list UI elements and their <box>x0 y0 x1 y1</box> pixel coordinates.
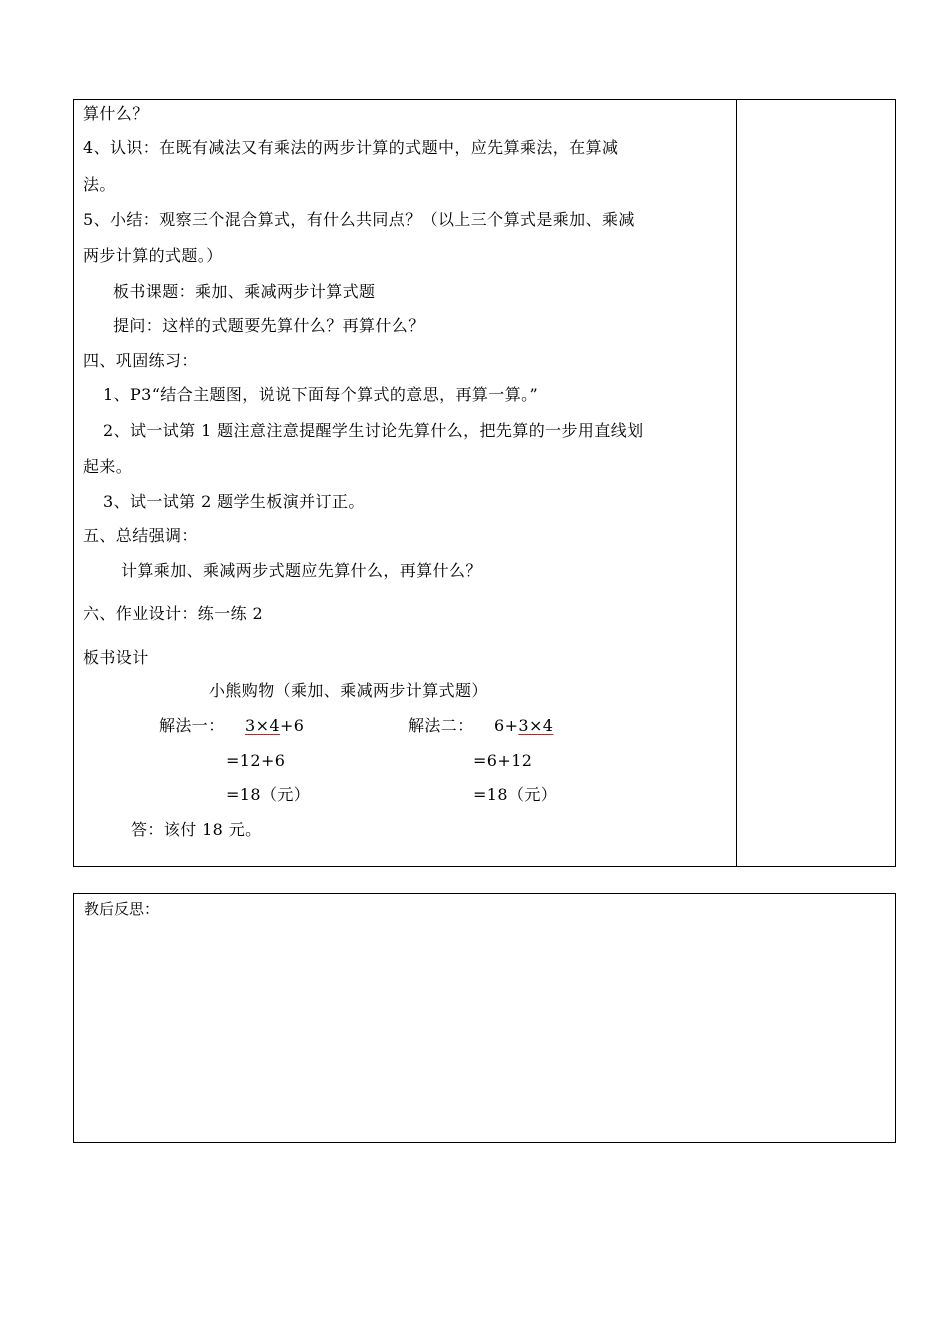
method2-underlined: 3×4 <box>518 716 554 735</box>
text-line: 起来。 <box>83 457 133 476</box>
method1-expression <box>245 715 304 737</box>
text-line: 两步计算的式题。） <box>83 246 223 265</box>
reflection-label: 教后反思： <box>84 900 160 918</box>
text-line: 3、试一试第 2 题学生板演并订正。 <box>103 492 365 511</box>
text-line: 计算乘加、乘减两步式题应先算什么，再算什么？ <box>121 561 482 580</box>
method2-expression <box>494 715 553 737</box>
method1-step2: =18（元） <box>226 785 311 804</box>
method1-step1: =12+6 <box>226 751 286 770</box>
text-line: 2、试一试第 1 题注意注意提醒学生讨论先算什么，把先算的一步用直线划 <box>103 421 644 440</box>
column-divider <box>736 100 737 866</box>
board-title: 小熊购物（乘加、乘减两步计算式题） <box>209 681 488 700</box>
section-heading: 五、总结强调： <box>83 526 198 545</box>
method1-label: 解法一： <box>159 716 225 735</box>
method2-label: 解法二： <box>408 716 474 735</box>
method1-rest: +6 <box>279 716 305 735</box>
method2-prefix: 6+ <box>494 716 519 735</box>
text-line: 5、小结：观察三个混合算式，有什么共同点？（以上三个算式是乘加、乘减 <box>83 210 635 229</box>
text-line: 算什么？ <box>83 104 149 123</box>
method2-step1: =6+12 <box>473 751 533 770</box>
section-heading: 四、巩固练习： <box>83 351 198 370</box>
reflection-table <box>73 893 896 1143</box>
text-line: 4、认识：在既有减法又有乘法的两步计算的式题中，应先算乘法，在算减 <box>83 138 619 157</box>
section-heading: 六、作业设计：练一练 2 <box>83 604 264 623</box>
text-line: 法。 <box>83 175 116 194</box>
board-design-heading: 板书设计 <box>83 648 149 667</box>
lesson-plan-table <box>73 99 896 867</box>
answer-line: 答：该付 18 元。 <box>131 820 262 839</box>
method1-underlined: 3×4 <box>245 716 280 735</box>
text-line: 1、P3“结合主题图，说说下面每个算式的意思，再算一算。” <box>103 385 539 404</box>
method2-step2: =18（元） <box>473 785 558 804</box>
text-line: 提问：这样的式题要先算什么？再算什么？ <box>113 316 425 335</box>
text-line: 板书课题：乘加、乘减两步计算式题 <box>113 282 376 301</box>
